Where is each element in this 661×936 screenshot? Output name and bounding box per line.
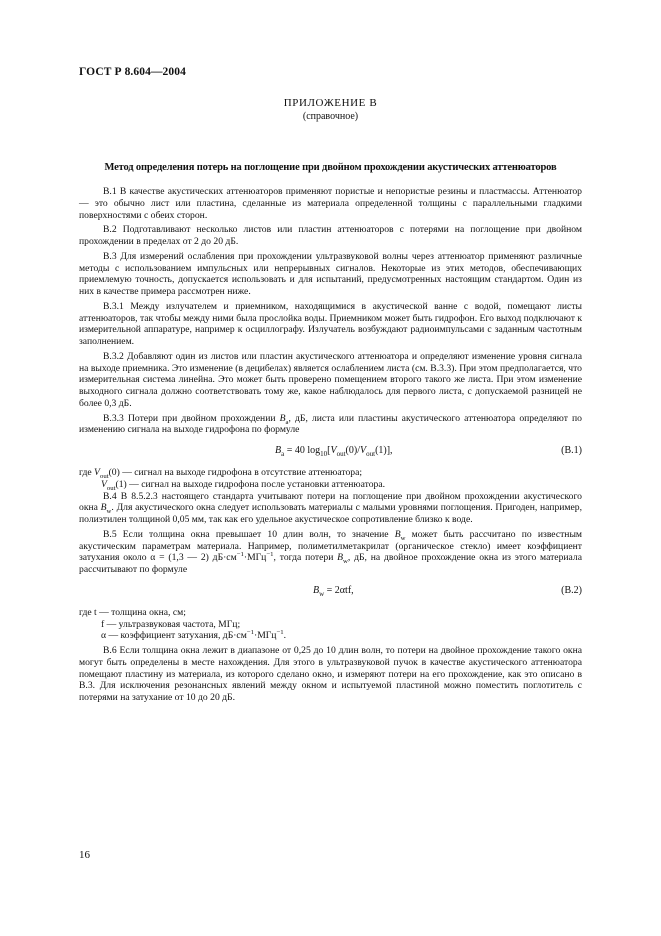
paragraph-b3: В.3 Для измерений ослабления при прохождении ультразвуковой волны через аттенюатор применяют различные методы с использованием импульсных или непрерывных сигналов. Некоторые из этих методов, обеспечивающих приемлемую точность, допускается использовать и для испытаний, предусмотренных настоящим стандартом. Один из них в качестве примера рассмотрен ниже. <box>79 250 582 297</box>
paragraph-b3-1: В.3.1 Между излучателем и приемником, находящимися в акустической ванне с водой, помещают листы аттенюаторов, так чтобы между ними была прослойка воды. Приемником может быть гидрофон. Его выход подключают к измерительной аппаратуре, например к осциллографу. Излучатель возбуждают радиоимпульсами с заданным частотным заполнением. <box>79 300 582 347</box>
paragraph-b4: В.4 В 8.5.2.3 настоящего стандарта учитывают потери на поглощение при двойном прохождении акустического окна $B_w$. Для акустического окна следует использовать материалы с малыми уровнями поглощения. Пригоден, например, полиэтилен толщиной 0,05 мм, так как его удельное акустическое сопротивление близко к воде. <box>79 490 582 525</box>
where-line-1: где $V_{out}(0)$ — сигнал на выходе гидрофона в отсутствие аттенюатора; <box>79 467 363 480</box>
paragraph-b5: В.5 Если толщина окна превышает 10 длин волн, то значение $B_w$ может быть рассчитано по известным акустическим параметрам материала. Например, полиметилметакрилат (органическое стекло) имеет коэффициент затухания около α = (1,3 — 2) $дБ\cdot см^{-1}\cdot МГц^{-1}$, тогда потери $B_w$, дБ, на двойное прохождение окна из этого материала рассчитывают по формуле <box>79 528 583 575</box>
appendix-title: ПРИЛОЖЕНИЕ В <box>283 97 378 109</box>
formula-b1-number: (В.1) <box>561 445 582 456</box>
appendix-subtitle: (справочное) <box>302 111 359 122</box>
formula-b2-expression: $B_w = 2\alpha tf$, <box>313 584 354 598</box>
where-t: где t — толщина окна, см; <box>79 606 186 618</box>
formula-b1-expression: $B_a = 40$ $\log_{10}[V_{out}(0)/V_{out}(1)]$, <box>275 445 393 458</box>
page-number: 16 <box>79 849 90 861</box>
formula-b1 <box>79 445 582 458</box>
paragraph-b2: В.2 Подготавливают несколько листов или пластин аттенюаторов с потерями на поглощение при двойном прохождении в пределах от 2 до 20 дБ. <box>79 224 582 247</box>
paragraph-b3-3: В.3.3 Потери при двойном прохождении $B_a$, дБ, листа или пластины акустического аттенюатора определяют по изменению сигнала на выходе гидрофона по формуле <box>79 412 582 436</box>
paragraph-b3-2: В.3.2 Добавляют один из листов или пластин акустического аттенюатора и определяют изменение уровня сигнала на выходе приемника. Это изменение (в децибелах) является ослаблением листа (см. В.3.3). При этом предполагается, что измерительная система линейна. Это может быть проверено помещением второго такого же листа. При этом изменение выходного сигнала должно соответствовать тому же, какое наблюдалось для первого листа, с допускаемой разницей не более 0,3 дБ. <box>79 350 582 409</box>
where-alpha: α — коэффициент затухания, $дБ\cdot см^{-1}\cdot МГц^{-1}$. <box>101 629 287 642</box>
document-body <box>79 186 582 704</box>
document-header: ГОСТ Р 8.604—2004 <box>79 66 186 78</box>
where-line-2: $V_{out}(1)$ — сигнал на выходе гидрофона после установки аттенюатора. <box>101 478 386 492</box>
where-f: f — ультразвуковая частота, МГц; <box>101 618 241 630</box>
paragraph-b6: В.6 Если толщина окна лежит в диапазоне от 0,25 до 10 длин волн, то потери на двойное прохождение такого окна могут быть определены в месте нахождения. Для этого в ультразвуковой пучок в качестве акустического аттенюатора помещают пластину из материала, из которого сделано окно, и измеряют потери на его прохождение, как это описано в В.3. Для исключения резонансных явлений между окном и испытуемой пластиной можно поместить поглотитель с потерями на затухание от 10 до 20 дБ. <box>79 645 582 703</box>
paragraph-b1: В.1 В качестве акустических аттенюаторов применяют пористые и непористые резины и пластмассы. Аттенюатор — это обычно лист или пластина, сделанные из материала определенной толщины с параллельными гладкими поверхностями с обеих сторон. <box>79 186 582 221</box>
formula-b2 <box>79 585 582 598</box>
section-title: Метод определения потерь на поглощение при двойном прохождении акустических аттенюаторов <box>104 162 557 173</box>
formula-b2-number: (В.2) <box>561 584 582 596</box>
